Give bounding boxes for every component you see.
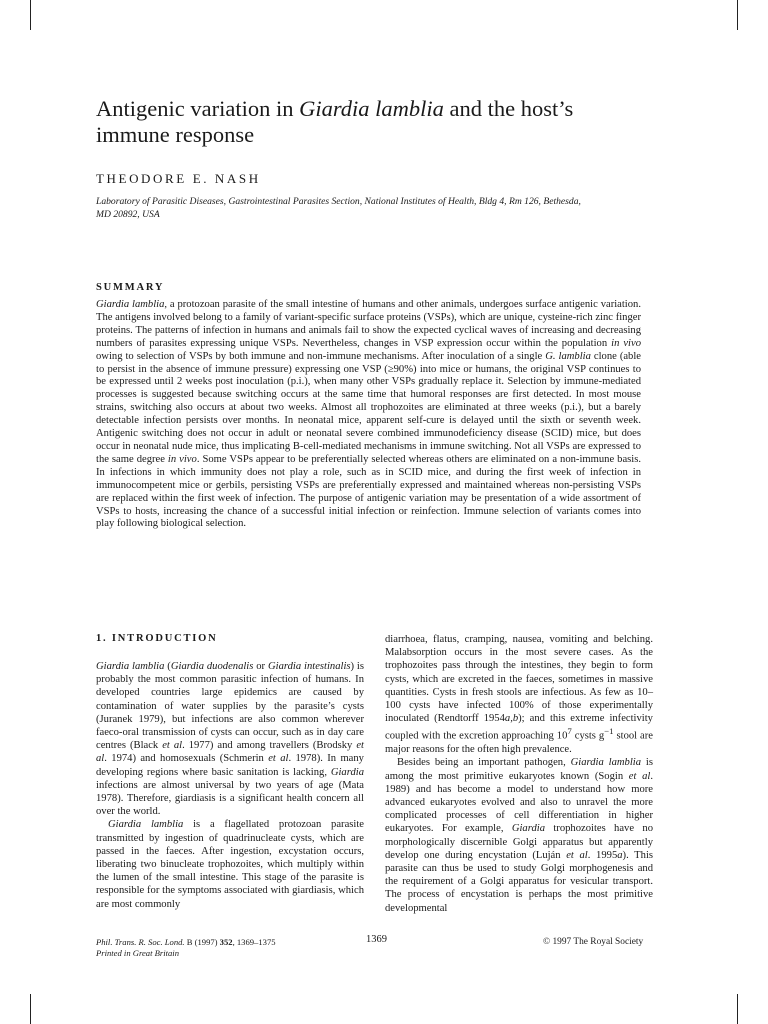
footer-citation: [96, 937, 276, 959]
summary-paragraph: [96, 299, 641, 531]
text-run: . 1977) and among travellers (Brodsky: [182, 740, 357, 752]
summary-text-3: clone (able to persist in the absence of immune pressure) expressing one VSP (≥90%) into mice or humans, the original VSP continues to be expressed until 2 weeks post inoculation (p.i.), when many other VSPs gradually replace it. Selection by immune-mediated processes is suggested because switching occurs at the same time that humoral responses are first detected. In most mouse strains, switching also occurs at about two weeks. Almost all trophozoites are eliminated at three weeks (p.i.), but a barely detectable infection persists over months. In neonatal mice, apparent self-cure is delayed until the sixth or seventh week. Antigenic switching does not occur in adult or neonatal severe combined immunodeficiency disease (SCID) mice, but does occur in neonatal nude mice, thus implicating B-cell-mediated mechanisms in immune switching. Not all VSPs are expressed to the same degree: [96, 350, 641, 465]
page-range: , 1369–1375: [232, 937, 276, 947]
journal-name: Phil. Trans. R. Soc. Lond.: [96, 937, 185, 947]
citation-suffix: a,b: [504, 713, 519, 725]
text-run: . 1989) and has become a model to understand how more advanced eukaryotes evolved and also to unravel the more complicated processes of cell differentiation in higher eukaryotes. For example,: [385, 770, 653, 835]
copyright-notice: © 1997 The Royal Society: [543, 937, 644, 947]
page-number: 1369: [366, 934, 387, 945]
author-name: THEODORE E. NASH: [96, 171, 261, 186]
intro-paragraph-1: [96, 660, 364, 818]
intro-paragraph-2: [96, 818, 364, 910]
species-name: Giardia duodenalis: [170, 661, 254, 672]
crop-mark-top-right: [737, 0, 738, 30]
text-run: diarrhoea, flatus, cramping, nausea, vomiting and belching. Malabsorption occurs in the most severe cases. As the trophozoites pass through the intestines, they begin to form cysts, which are excreted in the faeces, sometimes in massive quantities. Cysts in fresh stools are infectious. As few as 10–100 cysts have infected 100% of those experimentally inoculated (Rendtorff 1954: [385, 634, 653, 725]
text-run: trophozoites have no morphologically discernible Golgi apparatus but apparently develop one during encystation (Luján: [385, 823, 653, 861]
text-run: . 1974) and homosexuals (Schmerin: [104, 753, 269, 765]
author-affiliation: [96, 195, 641, 221]
volume-number: 352: [219, 937, 233, 947]
species-name: Giardia: [511, 823, 545, 835]
text-run: stool are major reasons for the often high prevalence.: [385, 730, 653, 756]
summary-text-2: owing to selection of VSPs by both immune and non-immune mechanisms. After inoculation of a single: [96, 350, 546, 362]
text-run: is among the most primitive eukaryotes known (Sogin: [385, 757, 653, 782]
text-run: infections are almost universal by two years of age (Mata 1978). Therefore, giardiasis is a significant health concern all over the world.: [96, 779, 364, 818]
title-text-end: and the host’s: [443, 96, 574, 121]
left-column: [96, 660, 364, 911]
text-run: cysts g: [571, 730, 605, 742]
summary-species: Giardia lamblia: [96, 299, 165, 310]
text-run: is a flagellated protozoan parasite transmitted by ingestion of quadrinucleate cysts, which are passed in the faeces. After ingestion, excystation occurs, liberating two binucleate trophozoites, which multiply within the lumen of the small intestine. This stage of the parasite is responsible for the symptoms associated with giardiasis, which are most commonly: [96, 819, 364, 910]
summary-heading: SUMMARY: [96, 282, 165, 293]
text-run: . 1995: [587, 849, 618, 861]
intro-paragraph-3: [385, 756, 653, 914]
crop-mark-bottom-right: [737, 994, 738, 1024]
et-al: et al: [628, 770, 651, 782]
intro-paragraph-2-continued: [385, 633, 653, 756]
title-line-2: immune response: [96, 122, 255, 147]
affiliation-line-2: MD 20892, USA: [96, 209, 160, 220]
et-al: et al: [268, 753, 289, 765]
summary-in-vivo-1: in vivo: [611, 337, 641, 349]
article-title: [96, 96, 656, 148]
citation-suffix: a: [617, 849, 623, 861]
text-run: . 1978). In many developing regions where basic sanitation is lacking,: [96, 753, 364, 778]
species-name: Giardia intestinalis: [267, 661, 351, 672]
title-species: Giardia lamblia: [299, 96, 444, 121]
text-run: ) is probably the most common parasitic infection of humans. In developed countries large epidemics are caused by contamination of water supplies by the parasite’s cysts (Juranek 1979), but infections are also common wherever faeco-oral transmission of cysts can occur, such as in day care centres (Black: [96, 661, 364, 752]
species-name: Giardia lamblia: [108, 819, 184, 831]
species-name: Giardia lamblia: [570, 757, 642, 769]
summary-species-2: G. lamblia: [545, 350, 591, 362]
introduction-heading: 1. INTRODUCTION: [96, 633, 218, 644]
text-run: or: [253, 661, 268, 672]
summary-text-4: . Some VSPs appear to be preferentially selected whereas others are eliminated on a non-immune basis. In infections in which immunity does not play a role, such as in SCID mice, and during the first week of infection in immunocompetent mice or gerbils, persisting VSPs are preferentially expressed and maintained whereas non-persisting VSPs are replaced within the first week of infection. The purpose of antigenic variation may be presentation of a wide assortment of VSPs to hosts, increasing the chance of a successful initial infection or reinfection. Immune selection of variants comes into play following biological selection.: [96, 453, 641, 530]
affiliation-line-1: Laboratory of Parasitic Diseases, Gastrointestinal Parasites Section, National Institutes of Health, Bldg 4, Rm 126, Bethesda,: [96, 196, 581, 207]
right-column: [385, 633, 653, 915]
citation-text: B (1997): [184, 937, 220, 947]
superscript: 7: [567, 726, 572, 737]
text-run: Besides being an important pathogen,: [397, 757, 571, 769]
text-run: ). This parasite can thus be used to study Golgi morphogenesis and the requirement of a Golgi apparatus for vesicular transport. The process of encystation is perhaps the most primitive developmental: [385, 849, 654, 914]
superscript: −1: [604, 726, 614, 737]
species-name: Giardia: [330, 766, 364, 778]
text-run: ); and this extreme infectivity coupled with the excretion approaching 10: [385, 713, 653, 742]
crop-mark-top-left: [30, 0, 31, 30]
summary-in-vivo-2: in vivo: [167, 453, 197, 465]
title-text: Antigenic variation in: [96, 96, 300, 121]
printed-notice: Printed in Great Britain: [96, 948, 179, 958]
et-al: et al: [566, 849, 588, 861]
et-al: et al: [96, 740, 364, 765]
crop-mark-bottom-left: [30, 994, 31, 1024]
species-name: Giardia lamblia: [96, 661, 165, 672]
et-al: et al: [162, 740, 183, 752]
text-run: (: [164, 661, 171, 672]
summary-text-1: , a protozoan parasite of the small intestine of humans and other animals, undergoes surface antigenic variation. The antigens involved belong to a family of variant-specific surface proteins (VSPs), which are unique, cysteine-rich zinc finger proteins. The patterns of infection in humans and animals fail to show the expected cyclical waves of increasing and decreasing numbers of parasites expressing unique VSPs. Nevertheless, changes in VSP expression occur within the population: [96, 299, 641, 349]
